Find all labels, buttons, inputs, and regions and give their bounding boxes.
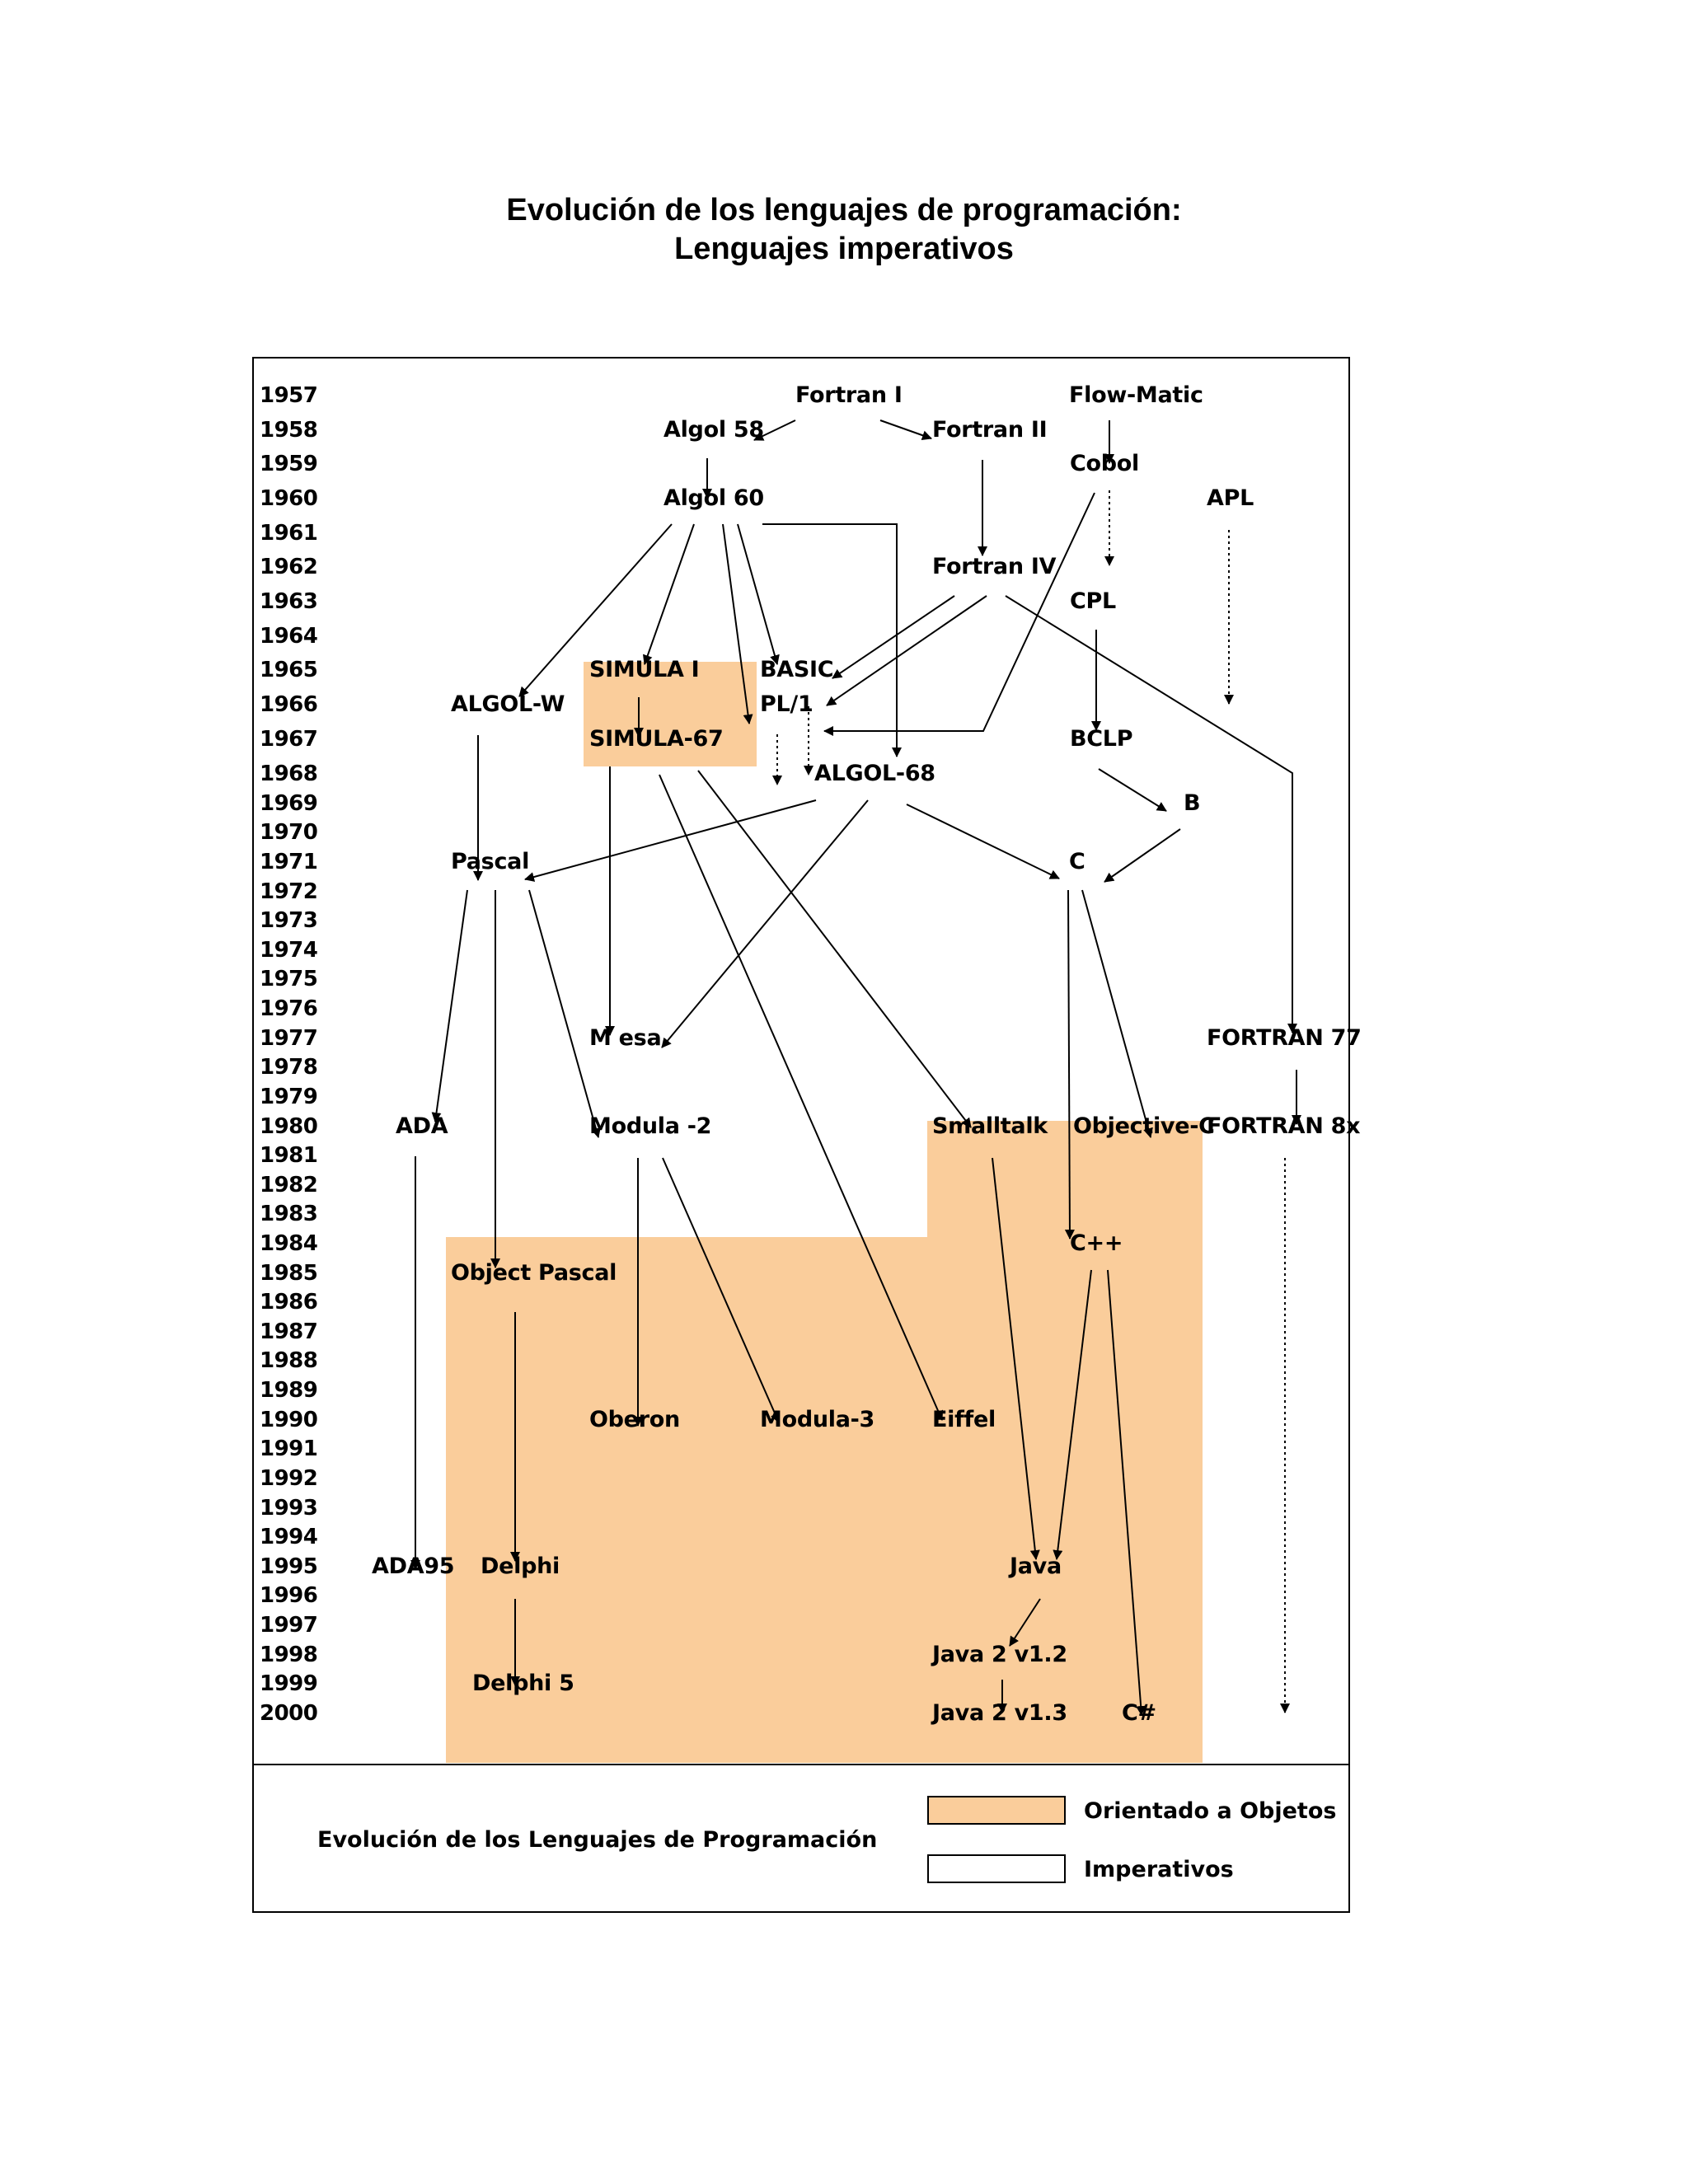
language-node-delphi: Delphi <box>481 1554 560 1579</box>
legend-label-imperative: Imperativos <box>1084 1857 1234 1882</box>
legend-swatch-object-oriented <box>928 1797 1065 1824</box>
object-oriented-region <box>446 662 1203 1763</box>
year-label: 1995 <box>260 1554 318 1579</box>
year-label: 1991 <box>260 1436 318 1461</box>
year-label: 1964 <box>260 624 318 649</box>
language-node-basic: BASIC <box>760 657 834 682</box>
arrow-cobol-pl1 <box>824 493 1095 731</box>
language-node-cpl: CPL <box>1070 588 1116 614</box>
year-label: 1992 <box>260 1466 318 1491</box>
year-label: 1990 <box>260 1408 318 1432</box>
year-label: 1967 <box>260 727 318 752</box>
title-line-1: Evolución de los lenguajes de programación: <box>506 193 1182 227</box>
year-label: 1972 <box>260 879 318 904</box>
title-line-2: Lenguajes imperativos <box>674 232 1014 266</box>
language-node-algol-68: ALGOL-68 <box>814 761 935 786</box>
arrow-algol68-mesa <box>662 800 868 1047</box>
language-node-pascal: Pascal <box>451 849 530 874</box>
arrow-bclp-b <box>1099 769 1166 811</box>
arrow-simula67-smalltalk <box>698 771 971 1127</box>
year-label: 1962 <box>260 555 318 579</box>
year-label: 1984 <box>260 1231 318 1256</box>
language-node-pl1: PL/1 <box>760 691 814 717</box>
arrow-algol60-basic <box>738 524 777 664</box>
language-node-fortran-1: Fortran I <box>795 382 903 408</box>
language-node-bclp: BCLP <box>1070 726 1133 752</box>
year-label: 1973 <box>260 908 318 933</box>
diagram-caption: Evolución de los Lenguajes de Programación <box>317 1827 878 1853</box>
year-label: 2000 <box>260 1701 318 1726</box>
language-node-apl: APL <box>1207 485 1254 511</box>
legend-swatch-imperative <box>928 1855 1065 1882</box>
year-label: 1971 <box>260 850 318 874</box>
year-label: 1985 <box>260 1261 318 1286</box>
arrow-pascal-ada <box>435 890 467 1122</box>
year-label: 1979 <box>260 1085 318 1109</box>
arrow-c-objectivec <box>1082 890 1151 1137</box>
legend-label-object-oriented: Orientado a Objetos <box>1084 1798 1337 1824</box>
language-node-simula-1: SIMULA I <box>589 657 700 682</box>
year-label: 1987 <box>260 1319 318 1344</box>
language-node-c-sharp: C# <box>1122 1700 1156 1726</box>
language-node-java-2-v13: Java 2 v1.3 <box>932 1700 1067 1726</box>
year-label: 1988 <box>260 1348 318 1373</box>
language-node-fortran-2: Fortran II <box>932 417 1048 443</box>
language-node-b: B <box>1184 790 1201 816</box>
language-node-objective-c: Objective-C <box>1073 1113 1215 1139</box>
year-label: 1981 <box>260 1143 318 1168</box>
language-node-fortran-8x: FORTRAN 8x <box>1207 1113 1361 1139</box>
language-node-c: C <box>1069 849 1085 874</box>
year-label: 1983 <box>260 1202 318 1226</box>
language-node-eiffel: Eiffel <box>932 1407 996 1432</box>
year-label: 1965 <box>260 658 318 682</box>
year-label: 1960 <box>260 486 318 511</box>
year-label: 1994 <box>260 1525 318 1549</box>
arrow-fortran4-fortran77 <box>1006 596 1292 1033</box>
arrow-algol60-simula1 <box>645 524 694 664</box>
arrow-algol60-algol68 <box>762 524 897 757</box>
year-label: 1957 <box>260 383 318 408</box>
year-label: 1980 <box>260 1114 318 1139</box>
year-label: 1996 <box>260 1583 318 1608</box>
language-node-simula-67: SIMULA-67 <box>589 726 724 752</box>
language-node-flow-matic: Flow-Matic <box>1069 382 1203 408</box>
year-label: 1975 <box>260 967 318 991</box>
year-label: 1977 <box>260 1026 318 1051</box>
year-label: 1982 <box>260 1173 318 1197</box>
language-node-java: Java <box>1010 1554 1062 1579</box>
language-node-algol-w: ALGOL-W <box>451 691 565 717</box>
year-label: 1974 <box>260 938 318 963</box>
arrow-b-c <box>1104 829 1180 882</box>
year-label: 1966 <box>260 692 318 717</box>
language-node-smalltalk: Smalltalk <box>932 1113 1048 1139</box>
arrow-fortran1-fortran2 <box>880 420 931 438</box>
language-node-oberon: Oberon <box>589 1407 680 1432</box>
language-node-c-plus-plus: C++ <box>1070 1230 1123 1256</box>
year-label: 1989 <box>260 1378 318 1403</box>
year-label: 1969 <box>260 791 318 816</box>
year-label: 1993 <box>260 1496 318 1521</box>
language-node-modula-3: Modula-3 <box>760 1407 875 1432</box>
language-node-java-2-v12: Java 2 v1.2 <box>932 1642 1067 1667</box>
language-node-fortran-77: FORTRAN 77 <box>1207 1025 1362 1051</box>
language-node-algol-58: Algol 58 <box>663 417 764 443</box>
year-label: 1959 <box>260 452 318 476</box>
year-label: 1986 <box>260 1290 318 1315</box>
arrow-fortran4-basic <box>832 596 954 678</box>
year-label: 1999 <box>260 1671 318 1696</box>
year-label: 1968 <box>260 762 318 786</box>
language-node-modula-2: Modula -2 <box>589 1113 712 1139</box>
year-label: 1997 <box>260 1613 318 1638</box>
arrow-algol68-c <box>907 804 1059 879</box>
language-node-delphi-5: Delphi 5 <box>472 1671 574 1696</box>
year-label: 1976 <box>260 996 318 1021</box>
year-label: 1978 <box>260 1055 318 1080</box>
language-node-algol-60: Algol 60 <box>663 485 764 511</box>
arrow-pascal-modula2 <box>529 890 598 1137</box>
year-label: 1998 <box>260 1643 318 1667</box>
year-label: 1958 <box>260 418 318 443</box>
year-label: 1961 <box>260 521 318 546</box>
arrow-fortran4-pl1 <box>827 596 987 705</box>
language-node-mesa: M esa <box>589 1025 662 1051</box>
oo-region-main <box>446 1121 1203 1763</box>
language-node-fortran-4: Fortran IV <box>932 554 1057 579</box>
year-label: 1963 <box>260 589 318 614</box>
language-node-ada95: ADA95 <box>372 1554 455 1579</box>
language-node-object-pascal: Object Pascal <box>451 1260 617 1286</box>
language-node-cobol: Cobol <box>1070 451 1139 476</box>
language-node-ada: ADA <box>396 1113 448 1139</box>
year-label: 1970 <box>260 820 318 845</box>
